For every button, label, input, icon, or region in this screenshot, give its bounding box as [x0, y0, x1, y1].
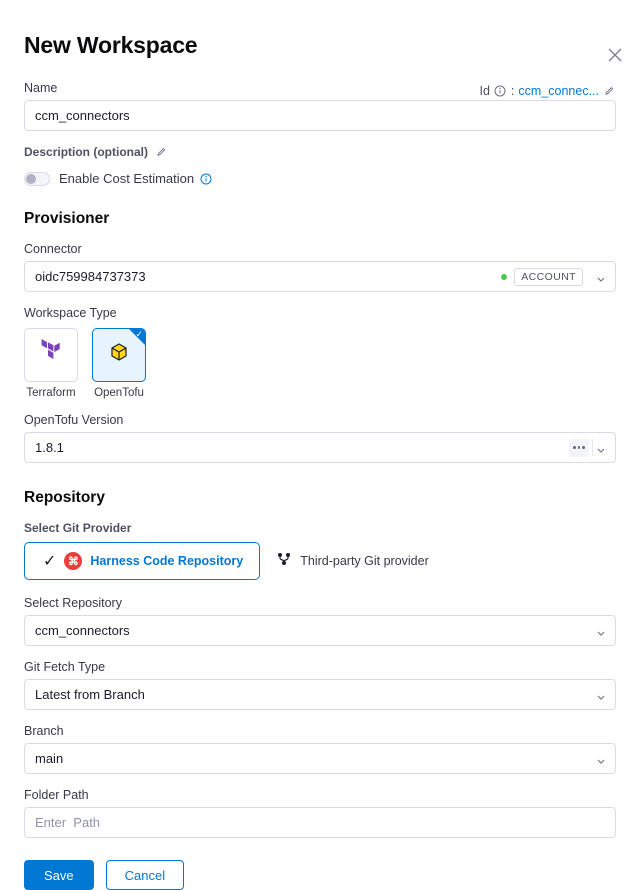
dialog-footer	[24, 860, 616, 890]
git-provider-label: Select Git Provider	[24, 521, 132, 535]
pencil-icon[interactable]	[155, 146, 168, 159]
git-provider-thirdparty-label: Third-party Git provider	[300, 554, 429, 568]
folder-path-input[interactable]	[24, 807, 616, 838]
opentofu-version-label: OpenTofu Version	[24, 413, 124, 427]
name-label: Name	[24, 81, 58, 95]
connector-scope-badge: ACCOUNT	[514, 268, 583, 286]
select-repository-value: ccm_connectors	[35, 623, 130, 638]
connector-label: Connector	[24, 242, 82, 256]
workspace-type-label: Workspace Type	[24, 306, 117, 320]
terraform-icon	[38, 339, 64, 372]
git-provider-thirdparty[interactable]	[276, 551, 429, 572]
info-icon[interactable]	[199, 172, 212, 185]
cost-estimation-label: Enable Cost Estimation	[59, 171, 195, 186]
git-fetch-type-value: Latest from Branch	[35, 687, 145, 702]
description-row[interactable]	[24, 145, 616, 159]
page-title: New Workspace	[24, 32, 198, 58]
workspace-type-option-terraform[interactable]	[24, 328, 78, 399]
connector-select[interactable]	[24, 261, 616, 292]
id-separator: :	[510, 83, 515, 98]
id-display	[479, 84, 616, 98]
git-provider-harness-label: Harness Code Repository	[90, 554, 244, 568]
branch-label: Branch	[24, 724, 64, 738]
chevron-down-icon	[596, 443, 606, 453]
harness-icon: ⌘	[64, 552, 82, 570]
description-label: Description (optional)	[24, 145, 148, 159]
provisioner-heading: Provisioner	[24, 210, 110, 227]
repository-heading: Repository	[24, 489, 105, 506]
chevron-down-icon	[596, 272, 606, 282]
workspace-type-option-opentofu[interactable]	[92, 328, 146, 399]
branch-value: main	[35, 751, 64, 766]
git-fetch-type-dropdown[interactable]	[24, 679, 616, 710]
terraform-tile[interactable]	[24, 328, 78, 382]
terraform-caption: Terraform	[26, 387, 76, 399]
id-value[interactable]: ccm_connec...	[518, 83, 599, 98]
connector-value: oidc759984737373	[35, 269, 146, 284]
close-icon[interactable]	[604, 44, 626, 66]
chevron-down-icon	[596, 626, 606, 636]
opentofu-version-value: 1.8.1	[35, 440, 64, 455]
opentofu-caption: OpenTofu	[94, 387, 144, 399]
chevron-down-icon	[596, 754, 606, 764]
chevron-down-icon	[596, 690, 606, 700]
opentofu-version-select[interactable]	[24, 432, 616, 463]
enable-cost-estimation-toggle[interactable]	[24, 172, 50, 186]
opentofu-tile[interactable]: ✓	[92, 328, 146, 382]
branch-dropdown[interactable]	[24, 743, 616, 774]
cost-estimation-row	[24, 171, 616, 186]
select-repository-dropdown[interactable]	[24, 615, 616, 646]
pencil-icon[interactable]	[603, 84, 616, 97]
git-provider-options	[24, 542, 616, 580]
ellipsis-icon[interactable]	[569, 439, 589, 457]
save-button[interactable]: Save	[24, 860, 94, 890]
folder-path-label: Folder Path	[24, 788, 89, 802]
connector-status-dot	[501, 274, 507, 280]
info-icon[interactable]	[494, 84, 507, 97]
new-workspace-dialog	[0, 32, 640, 883]
id-prefix: Id	[479, 83, 490, 98]
name-input[interactable]	[24, 100, 616, 131]
git-fork-icon	[276, 551, 292, 572]
cost-estimation-label-wrap	[59, 171, 212, 186]
cancel-button[interactable]: Cancel	[106, 860, 184, 890]
workspace-type-options	[24, 328, 616, 399]
name-label-row	[24, 81, 616, 100]
git-fetch-type-label: Git Fetch Type	[24, 660, 106, 674]
select-repository-label: Select Repository	[24, 596, 122, 610]
git-provider-harness[interactable]: ✓ ⌘ Harness Code Repository	[24, 542, 260, 580]
